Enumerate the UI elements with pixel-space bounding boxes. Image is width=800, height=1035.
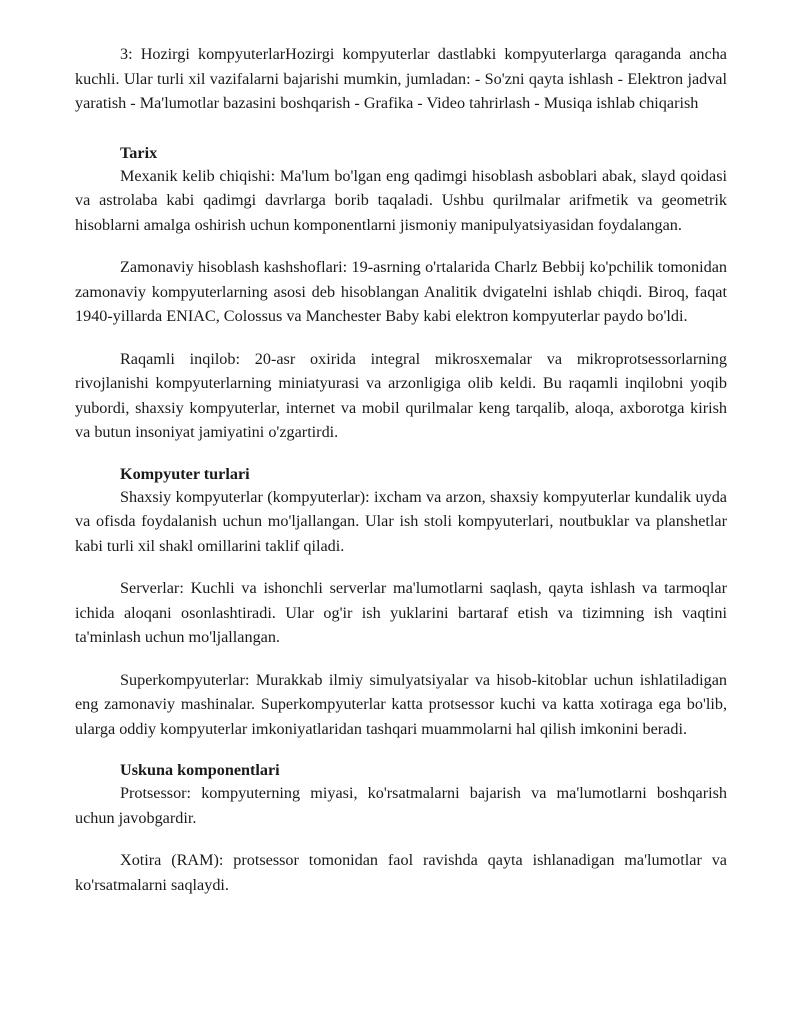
section-tarix xyxy=(75,142,727,445)
paragraph: Mexanik kelib chiqishi: Ma'lum bo'lgan eng qadimgi hisoblash asboblari abak, slayd qoidasi va astrolaba kabi qadimgi davrlarga borib taqaladi. Ushbu qurilmalar arifmetik va geometrik hisoblarni amalga oshirish uchun komponentlarni jismoniy manipulyatsiyasidan foydalangan. xyxy=(75,166,727,234)
section-heading: Tarix xyxy=(120,143,158,162)
paragraph: Protsessor: kompyuterning miyasi, ko'rsatmalarni bajarish va ma'lumotlarni boshqarish uchun javobgardir. xyxy=(75,784,727,827)
document-page xyxy=(75,42,727,897)
section-uskuna-komponentlari xyxy=(75,759,727,897)
intro-paragraph: 3: Hozirgi kompyuterlarHozirgi kompyuterlar dastlabki kompyuterlarga qaraganda ancha kuchli. Ular turli xil vazifalarni bajarishi mumkin, jumladan: - So'zni qayta ishlash - Elektron jadval yaratish - Ma'lumotlar bazasini boshqarish - Grafika - Video tahrirlash - Musiqa ishlab chiqarish xyxy=(75,45,727,112)
section-heading: Uskuna komponentlari xyxy=(120,761,280,779)
paragraph: Zamonaviy hisoblash kashshoflari: 19-asrning o'rtalarida Charlz Bebbij ko'pchilik tomonidan zamonaviy kompyuterlarning asosi deb hisoblangan Analitik dvigatelni ishlab chiqdi. Biroq, faqat 1940-yillarda ENIAC, Colossus va Manchester Baby kabi elektron kompyuterlar paydo bo'ldi. xyxy=(75,258,727,325)
paragraph: Raqamli inqilob: 20-asr oxirida integral mikrosxemalar va mikroprotsessorlarning rivojlanishi kompyuterlarning miniatyurasi va arzonligiga olib keldi. Bu raqamli inqilobni yoqib yubordi, shaxsiy kompyuterlar, internet va mobil qurilmalar keng tarqalib, aloqa, axborotga kirish va butun insoniyat jamiyatini o'zgartirdi. xyxy=(75,349,727,441)
paragraph: Shaxsiy kompyuterlar (kompyuterlar): ixcham va arzon, shaxsiy kompyuterlar kundalik uyda va ofisda foydalanish uchun mo'ljallangan. Ular ish stoli kompyuterlari, noutbuklar va planshetlar kabi turli xil shakl omillarini taklif qiladi. xyxy=(75,487,727,555)
paragraph: Superkompyuterlar: Murakkab ilmiy simulyatsiyalar va hisob-kitoblar uchun ishlatiladigan eng zamonaviy mashinalar. Superkompyuterlar katta protsessor kuchi va katta xotiraga ega bo'lib, ularga oddiy kompyuterlar imkoniyatlaridan tashqari muammolarni hal qilish imkonini beradi. xyxy=(75,670,727,738)
paragraph: Xotira (RAM): protsessor tomonidan faol ravishda qayta ishlanadigan ma'lumotlar va ko'rsatmalarni saqlaydi. xyxy=(75,851,727,894)
section-heading: Kompyuter turlari xyxy=(120,464,250,483)
section-kompyuter-turlari xyxy=(75,463,727,742)
paragraph: Serverlar: Kuchli va ishonchli serverlar ma'lumotlarni saqlash, qayta ishlash va tarmoqlar ichida aloqani osonlashtiradi. Ular og'ir ish yuklarini bartaraf etish va tizimning ish vaqtini ta'minlash uchun mo'ljallangan. xyxy=(75,579,727,646)
